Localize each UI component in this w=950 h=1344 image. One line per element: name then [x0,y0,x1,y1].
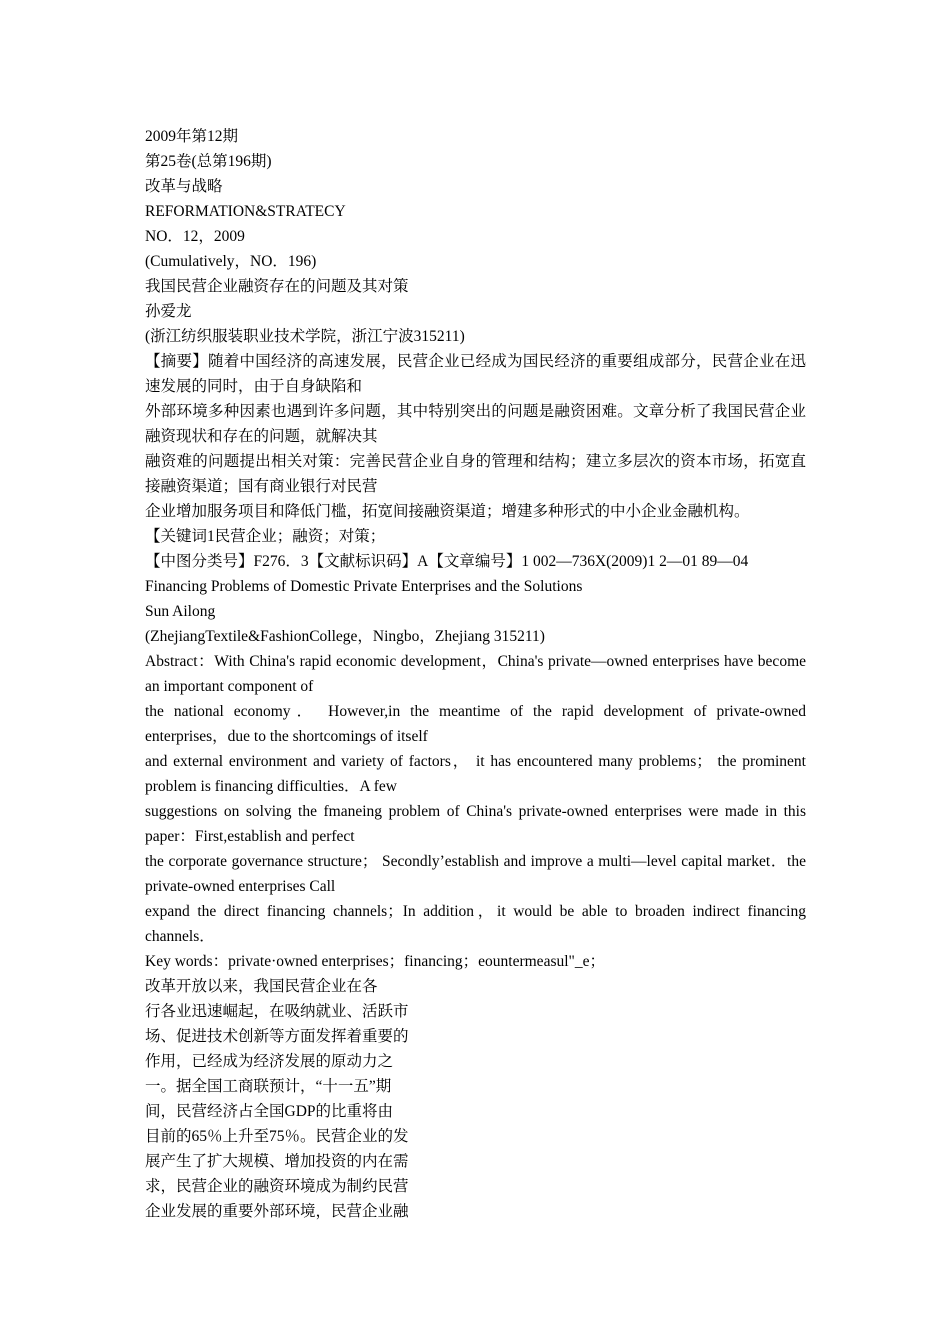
abstract-en-paragraph: expand the direct financing channels；In addition，it would be able to broaden indirect financing channels． [145,903,806,945]
abstract-cn-paragraph: 企业增加服务项目和降低门槛，拓宽间接融资渠道；增建多种形式的中小企业金融机构。 [145,503,750,520]
keywords-cn: 【关键词1民营企业；融资；对策； [145,528,386,545]
abstract-en-paragraph: the national economy． However,in the meantime of the rapid development of private-owned enterprises，due to the shortcomings of itself [145,703,806,745]
body-line: 场、促进技术创新等方面发挥着重要的 [145,1028,409,1045]
body-line: 作用，已经成为经济发展的原动力之 [145,1053,394,1070]
abstract-cn-paragraph: 外部环境多种因素也遇到许多问题，其中特别突出的问题是融资困难。文章分析了我国民营企业融资现状和存在的问题，就解决其 [145,403,806,445]
volume-cn: 第25卷(总第196期) [145,153,272,170]
keywords-en: Key words：private·owned enterprises；financing；eountermeasul"_e； [145,953,605,970]
abstract-en-paragraph: Abstract：With China's rapid economic development，China's private—owned enterprises have become an important component of [145,653,806,695]
body-text-column [145,974,437,1224]
author-en: Sun Ailong [145,603,216,620]
abstract-cn-paragraph: 融资难的问题提出相关对策：完善民营企业自身的管理和结构；建立多层次的资本市场，拓宽直接融资渠道；国有商业银行对民营 [145,453,806,495]
journal-name-cn: 改革与战略 [145,178,223,195]
article-title-en: Financing Problems of Domestic Private Enterprises and the Solutions [145,578,583,595]
body-line: 一。据全国工商联预计，“十一五”期 [145,1078,392,1095]
body-line: 展产生了扩大规模、增加投资的内在需 [145,1153,409,1170]
body-line: 目前的65％上升至75％。民营企业的发 [145,1128,409,1145]
abstract-en-paragraph: suggestions on solving the fmaneing problem of China's private-owned enterprises were made in this paper：First,establish and perfect [145,803,806,845]
abstract-en-paragraph: the corporate governance structure； Secondly’establish and improve a multi—level capital market．the private-owned enterprises Call [145,853,806,895]
abstract-cn-paragraph: 【摘要】随着中国经济的高速发展，民营企业已经成为国民经济的重要组成部分，民营企业在迅速发展的同时，由于自身缺陷和 [145,353,806,395]
cumulative-en: (Cumulatively，NO．196) [145,253,317,270]
issue-en: NO．12，2009 [145,228,245,245]
author-cn: 孙爱龙 [145,303,192,320]
classification-cn: 【中图分类号】F276．3【文献标识码】A【文章编号】1 002—736X(2009)1 2—01 89—04 [145,553,749,570]
affiliation-en: (ZhejiangTextile&FashionCollege，Ningbo，Zhejiang 315211) [145,628,545,645]
article-title-cn: 我国民营企业融资存在的问题及其对策 [145,278,409,295]
affiliation-cn: (浙江纺织服装职业技术学院，浙江宁波315211) [145,328,465,345]
journal-name-en: REFORMATION&STRATECY [145,203,346,220]
body-line: 间，民营经济占全国GDP的比重将由 [145,1103,394,1120]
issue-cn: 2009年第12期 [145,128,239,145]
body-line: 求，民营企业的融资环境成为制约民营 [145,1178,409,1195]
body-line: 企业发展的重要外部环境，民营企业融 [145,1203,409,1220]
document-page [145,124,806,1224]
abstract-en-paragraph: and external environment and variety of factors， it has encountered many problems； the prominent problem is financing difficulties．A few [145,753,806,795]
body-line: 改革开放以来，我国民营企业在各 [145,978,378,995]
body-line: 行各业迅速崛起，在吸纳就业、活跃市 [145,1003,409,1020]
